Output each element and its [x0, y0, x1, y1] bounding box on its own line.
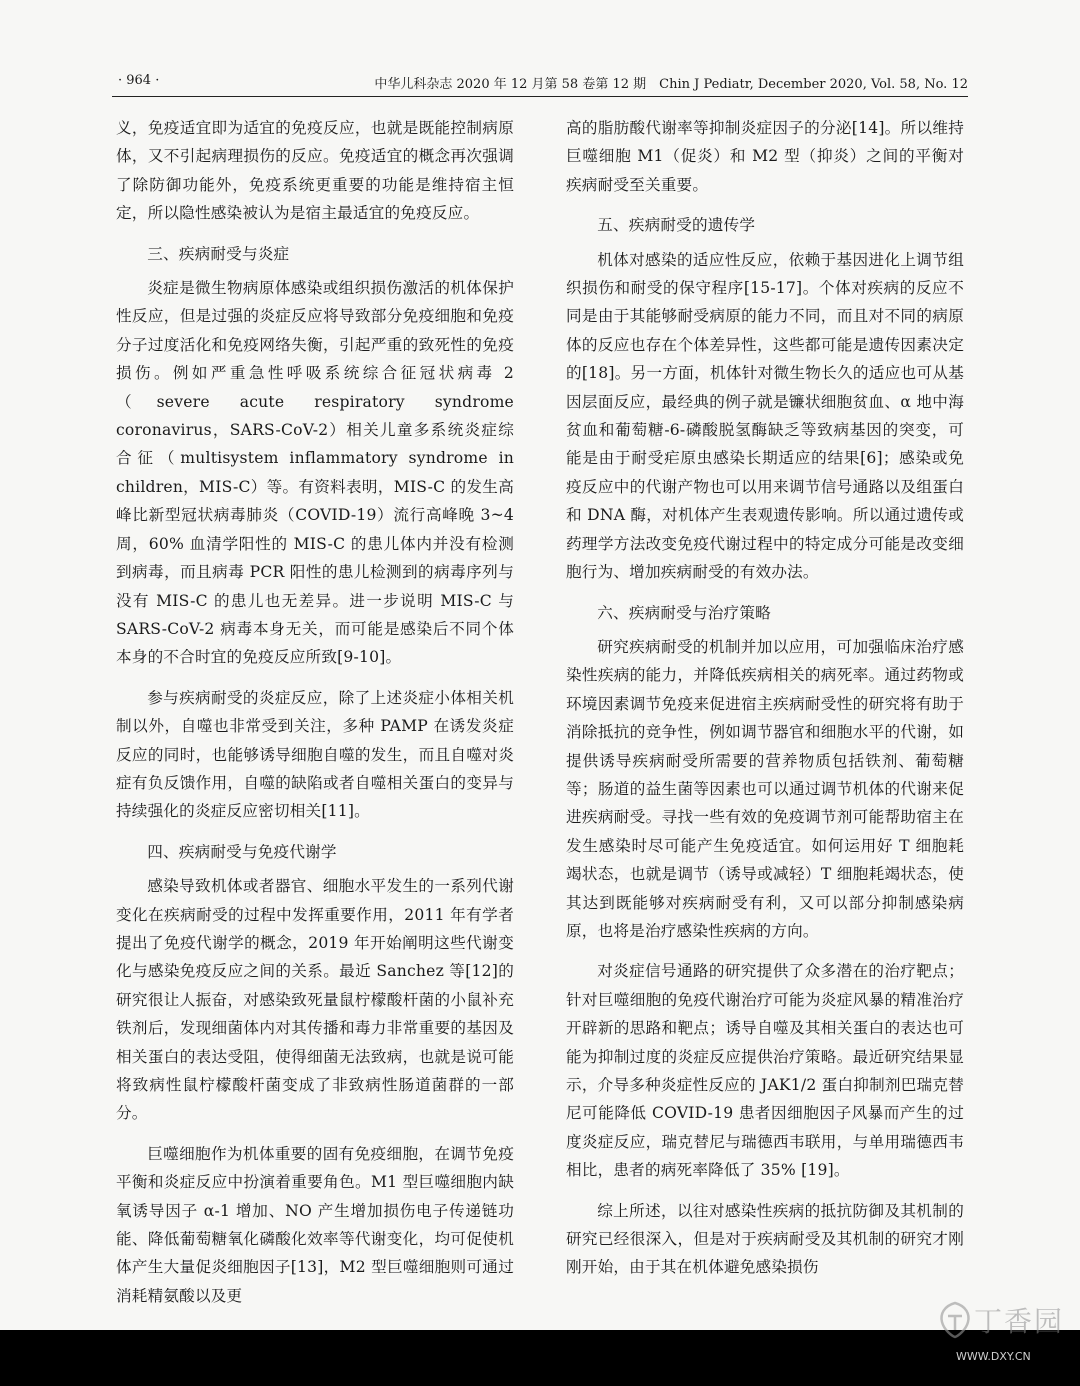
paragraph: 高的脂肪酸代谢率等抑制炎症因子的分泌[14]。所以维持巨噬细胞 M1（促炎）和 M2 型（抑炎）之间的平衡对疾病耐受至关重要。	[566, 119, 964, 194]
watermark-url: WWW.DXY.CN	[956, 1350, 1031, 1363]
paragraph: 炎症是微生物病原体感染或组织损伤激活的机体保护性反应，但是过强的炎症反应将导致部分免疫细胞和免疫分子过度活化和免疫网络失衡，引起严重的致死性的免疫损伤。例如严重急性呼吸系统综合征冠状病毒 2（severe acute respiratory syndrome coronavirus，SARS-CoV-2）相关儿童多系统炎症综合征（multisystem inflammatory syndrome in children，MIS-C）等。有资料表明，MIS-C 的发生高峰比新型冠状病毒肺炎（COVID-19）流行高峰晚 3~4 周，60% 血清学阳性的 MIS-C 的患儿体内并没有检测到病毒，而且病毒 PCR 阳性的患儿检测到的病毒序列与没有 MIS-C 的患儿也无差异。进一步说明 MIS-C 与 SARS-CoV-2 病毒本身无关，而可能是感染后不同个体本身的不合时宜的免疫反应所致[9-10]。	[116, 279, 514, 667]
paragraph: 综上所述，以往对感染性疾病的抵抗防御及其机制的研究已经很深入，但是对于疾病耐受及其机制的研究才刚刚开始，由于其在机体避免感染损伤	[566, 1201, 964, 1277]
paragraph: 机体对感染的适应性反应，依赖于基因进化上调节组织损伤和耐受的保守程序[15-17]。个体对疾病的反应不同是由于其能够耐受病原的能力不同，而且对不同的病原体的反应也存在个体差异性，这些都可能是遗传因素决定的[18]。另一方面，机体针对微生物长久的适应也可从基因层面反应，最经典的例子就是镰状细胞贫血、α 地中海贫血和葡萄糖-6-磷酸脱氢酶缺乏等致病基因的突变，可能是由于耐受疟原虫感染长期适应的结果[6]；感染或免疫反应中的代谢产物也可以用来调节信号通路以及组蛋白和 DNA 酶，对机体产生表观遗传影响。所以通过遗传或药理学方法改变免疫代谢过程中的特定成分可能是改变细胞行为、增加疾病耐受的有效办法。	[566, 250, 964, 582]
watermark	[930, 1298, 1070, 1378]
right-column	[566, 114, 964, 1294]
paragraph: 参与疾病耐受的炎症反应，除了上述炎症小体相关机制以外，自噬也非常受到关注，多种 PAMP 在诱发炎症反应的同时，也能够诱导细胞自噬的发生，而且自噬对炎症有负反馈作用，自噬的缺陷或者自噬相关蛋白的变异与持续强化的炎症反应密切相关[11]。	[116, 688, 514, 821]
running-header	[112, 68, 968, 97]
section-heading: 三、疾病耐受与炎症	[147, 244, 290, 263]
journal-citation: 中华儿科杂志 2020 年 12 月第 58 卷第 12 期 Chin J Pediatr, December 2020, Vol. 58, No. 12	[374, 77, 968, 92]
dxy-logo-icon	[936, 1300, 974, 1340]
paragraph: 对炎症信号通路的研究提供了众多潜在的治疗靶点；针对巨噬细胞的免疫代谢治疗可能为炎症风暴的精准治疗开辟新的思路和靶点；诱导自噬及其相关蛋白的表达也可能为抑制过度的炎症反应提供治疗策略。最近研究结果显示，介导多种炎症性反应的 JAK1/2 蛋白抑制剂巴瑞克替尼可能降低 COVID-19 患者因细胞因子风暴而产生的过度炎症反应，瑞克替尼与瑞德西韦联用，与单用瑞德西韦相比，患者的病死率降低了 35% [19]。	[566, 962, 964, 1180]
paragraph: 巨噬细胞作为机体重要的固有免疫细胞，在调节免疫平衡和炎症反应中扮演着重要角色。M1 型巨噬细胞内缺氧诱导因子 α-1 增加、NO 产生增加损伤电子传递链功能、降低葡萄糖氧化磷酸化效率等代谢变化，均可促使机体产生大量促炎细胞因子[13]，M2 型巨噬细胞则可通过消耗精氨酸以及更	[116, 1144, 514, 1305]
page-number: · 964 ·	[118, 73, 160, 88]
watermark-brand: 丁香园	[974, 1305, 1065, 1338]
section-heading: 四、疾病耐受与免疫代谢学	[147, 842, 337, 861]
paragraph: 感染导致机体或者器官、细胞水平发生的一系列代谢变化在疾病耐受的过程中发挥重要作用，2011 年有学者提出了免疫代谢学的概念，2019 年开始阐明这些代谢变化与感染免疫反应之间的关系。最近 Sanchez 等[12]的研究很让人振奋，对感染致死量鼠柠檬酸杆菌的小鼠补充铁剂后，发现细菌体内对其传播和毒力非常重要的基因及相关蛋白的表达受阻，使得细菌无法致病，也就是说可能将致病性鼠柠檬酸杆菌变成了非致病性肠道菌群的一部分。	[116, 877, 514, 1123]
bottom-black-bar	[0, 1330, 1080, 1386]
section-heading: 六、疾病耐受与治疗策略	[597, 603, 771, 622]
left-column	[116, 114, 514, 1322]
paragraph: 研究疾病耐受的机制并加以应用，可加强临床治疗感染性疾病的能力，并降低疾病相关的病死率。通过药物或环境因素调节免疫来促进宿主疾病耐受性的研究将有助于消除抵抗的竞争性，例如调节器官和细胞水平的代谢，如提供诱导疾病耐受所需要的营养物质包括铁剂、葡萄糖等；肠道的益生菌等因素也可以通过调节机体的代谢来促进疾病耐受。寻找一些有效的免疫调节剂可能帮助宿主在发生感染时尽可能产生免疫适宜。如何运用好 T 细胞耗竭状态，也就是调节（诱导或减轻）T 细胞耗竭状态，使其达到既能够对疾病耐受有利，又可以部分抑制感染病原，也将是治疗感染性疾病的方向。	[566, 637, 964, 940]
section-heading: 五、疾病耐受的遗传学	[597, 216, 756, 235]
paragraph: 义，免疫适宜即为适宜的免疫反应，也就是既能控制病原体，又不引起病理损伤的反应。免疫适宜的概念再次强调了除防御功能外，免疫系统更重要的功能是维持宿主恒定，所以隐性感染被认为是宿主最适宜的免疫反应。	[116, 119, 514, 223]
